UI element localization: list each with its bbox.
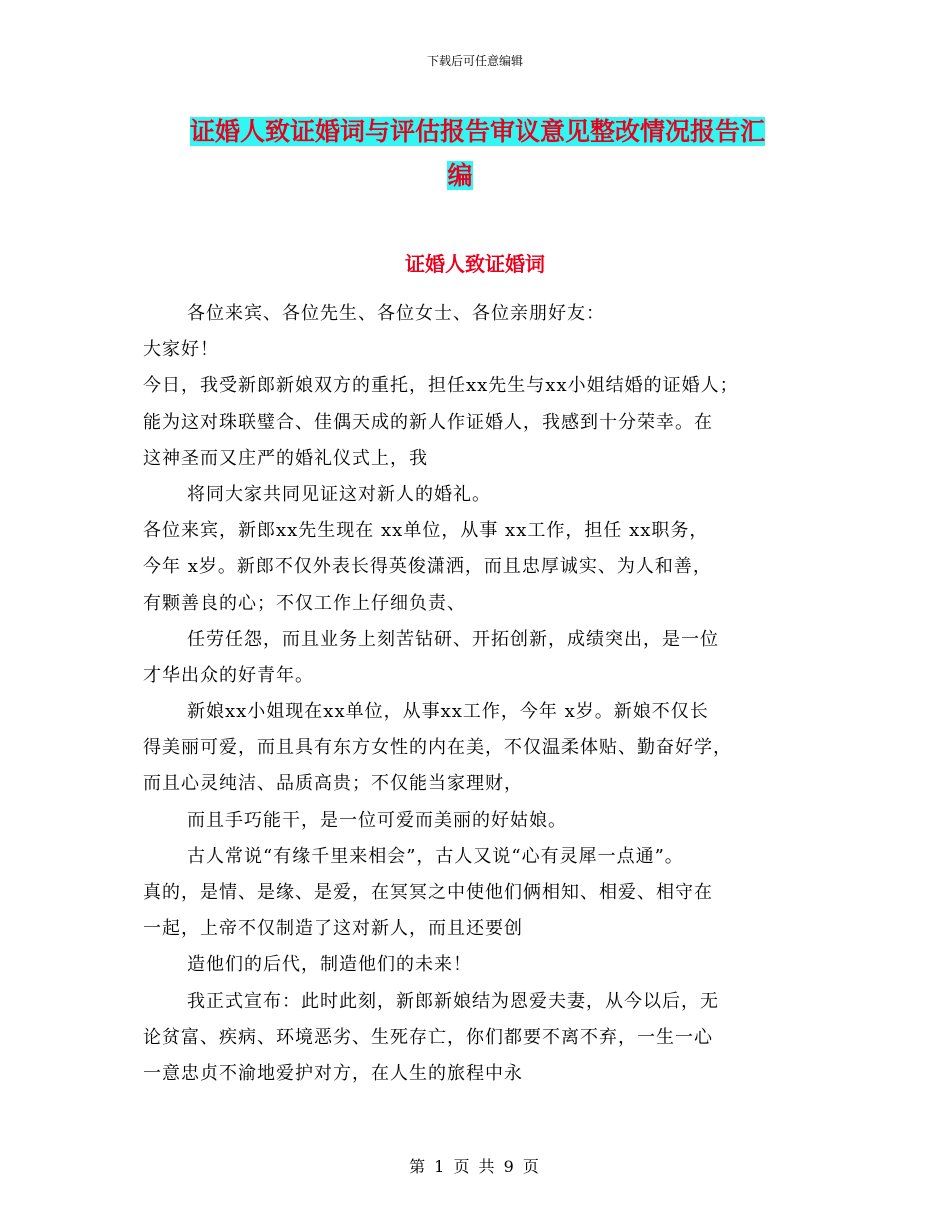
section-heading: 证婚人致证婚词 [405, 252, 545, 276]
body-line: 得美丽可爱，而且具有东方女性的内在美，不仅温柔体贴、勤奋好学， [143, 737, 732, 759]
body-line: 有颗善良的心；不仅工作上仔细负责、 [143, 592, 466, 614]
title-line-1: 证婚人致证婚词与评估报告审议意见整改情况报告汇 [190, 117, 766, 146]
body-line: 而且心灵纯洁、品质高贵；不仅能当家理财， [143, 773, 523, 795]
body-line: 新娘xx小姐现在xx单位，从事xx工作，今年 x岁。新娘不仅长 [187, 701, 709, 723]
body-line: 今日，我受新郎新娘双方的重托，担任xx先生与xx小姐结婚的证婚人； [143, 375, 739, 397]
body-line: 各位来宾、各位先生、各位女士、各位亲朋好友： [187, 303, 605, 324]
body-text [143, 296, 863, 1092]
document-title [190, 110, 830, 198]
title-line-2: 编 [447, 161, 473, 190]
body-line: 这神圣而又庄严的婚礼仪式上，我 [143, 447, 428, 469]
body-line: 今年 x岁。新郎不仅外表长得英俊潇洒，而且忠厚诚实、为人和善， [143, 556, 712, 578]
body-line: 我正式宣布：此时此刻，新郎新娘结为恩爱夫妻，从今以后，无 [187, 990, 719, 1012]
body-line: 造他们的后代，制造他们的未来！ [187, 954, 472, 976]
body-line: 能为这对珠联璧合、佳偶天成的新人作证婚人，我感到十分荣幸。在 [143, 411, 713, 433]
body-line: 一起，上帝不仅制造了这对新人，而且还要创 [143, 918, 523, 940]
body-line: 而且手巧能干，是一位可爱而美丽的好姑娘。 [187, 809, 567, 831]
body-line: 论贫富、疾病、环境恶劣、生死存亡，你们都要不离不弃，一生一心 [143, 1026, 713, 1048]
body-line: 大家好！ [143, 339, 219, 361]
body-line: 真的，是情、是缘、是爱，在冥冥之中使他们俩相知、相爱、相守在 [143, 882, 713, 903]
body-line: 各位来宾，新郎xx先生现在 xx单位，从事 xx工作，担任 xx职务， [143, 520, 709, 542]
body-line: 任劳任怨，而且业务上刻苦钻研、开拓创新，成绩突出，是一位 [187, 628, 719, 650]
body-line: 将同大家共同见证这对新人的婚礼。 [187, 483, 491, 505]
body-line: 古人常说“有缘千里来相会”，古人又说“心有灵犀一点通”。 [187, 845, 684, 867]
page-number: 第 1 页 共 9 页 [409, 1157, 541, 1176]
body-line: 才华出众的好青年。 [143, 664, 314, 686]
page-header-note: 下载后可任意编辑 [426, 54, 523, 68]
body-line: 一意忠贞不渝地爱护对方，在人生的旅程中永 [143, 1062, 523, 1084]
